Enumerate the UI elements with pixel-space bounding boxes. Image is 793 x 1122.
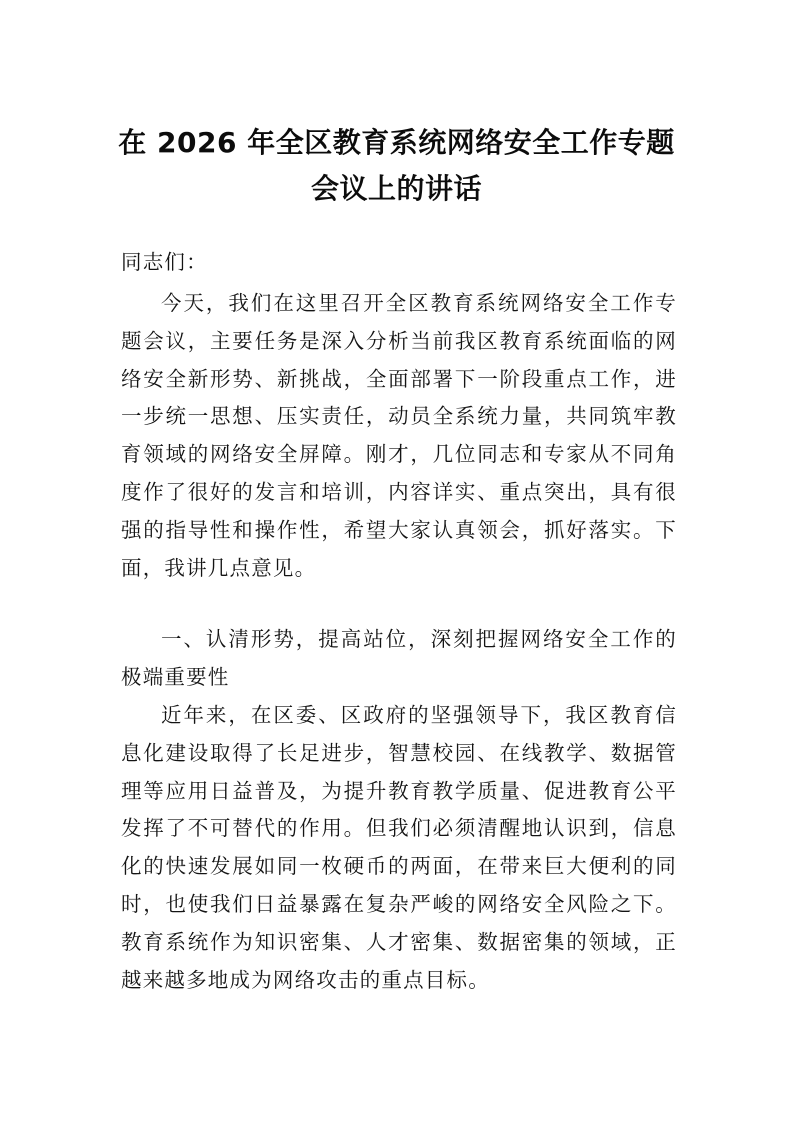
salutation: 同志们：: [121, 250, 208, 274]
section-heading-1: 一、认清形势，提高站位，深刻把握网络安全工作的极端重要性: [121, 627, 677, 689]
document-title-line-2: 会议上的讲话: [310, 172, 482, 205]
document-title-line-1: 在 2026 年全区教育系统网络安全工作专题: [118, 126, 675, 159]
paragraph-opening: 今天，我们在这里召开全区教育系统网络安全工作专题会议，主要任务是深入分析当前我区教育系统面临的网络安全新形势、新挑战，全面部署下一阶段重点工作，进一步统一思想、压实责任，动员全系统力量，共同筑牢教育领域的网络安全屏障。刚才，几位同志和专家从不同角度作了很好的发言和培训，内容详实、重点突出，具有很强的指导性和操作性，希望大家认真领会，抓好落实。下面，我讲几点意见。: [121, 291, 677, 580]
paragraph-section-1: 近年来，在区委、区政府的坚强领导下，我区教育信息化建设取得了长足进步，智慧校园、在线教学、数据管理等应用日益普及，为提升教育教学质量、促进教育公平发挥了不可替代的作用。但我们必须清醒地认识到，信息化的快速发展如同一枚硬币的两面，在带来巨大便利的同时，也使我们日益暴露在复杂严峻的网络安全风险之下。教育系统作为知识密集、人才密集、数据密集的领域，正越来越多地成为网络攻击的重点目标。: [121, 703, 677, 992]
